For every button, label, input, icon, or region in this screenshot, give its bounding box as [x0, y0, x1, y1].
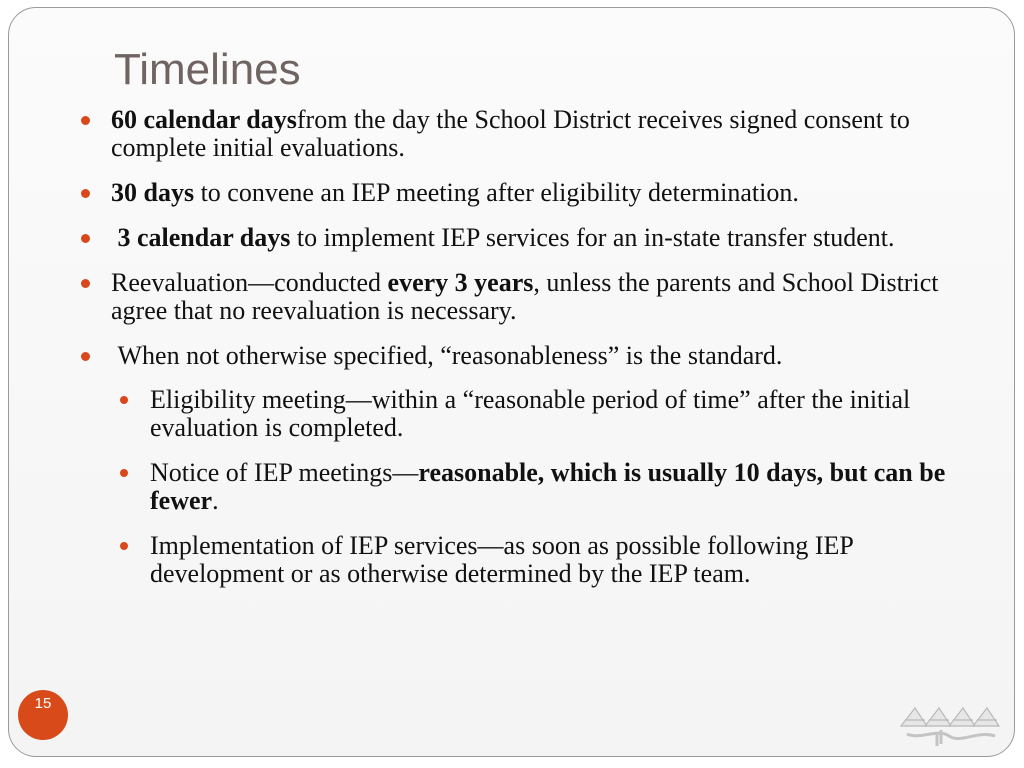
bullet-text: Notice of IEP meetings—: [150, 458, 419, 487]
bullet-item: [79, 106, 959, 162]
organization-logo-icon: [897, 696, 1001, 748]
bullet-text-bold: 3 calendar days: [111, 223, 291, 252]
bullet-text-bold: 60 calendar days: [111, 105, 297, 134]
bullet-text-bold: 30 days: [111, 178, 195, 207]
sub-bullet-item: [117, 459, 959, 515]
bullet-text: Reevaluation—conducted: [111, 268, 388, 297]
sub-bullet-item: [117, 532, 959, 588]
bullet-text: , unless the parents and School District agree that no reevaluation is necessary.: [111, 268, 939, 325]
slide-title: Timelines: [114, 45, 301, 94]
bullet-dot-icon: [81, 189, 90, 198]
bullet-dot-icon: [81, 234, 90, 243]
bullet-item: [79, 342, 959, 370]
bullet-text: to implement IEP services for an in-state transfer student.: [290, 223, 895, 252]
bullet-list: [79, 106, 959, 605]
bullet-text: .: [212, 486, 219, 515]
sub-bullet-item: [117, 386, 959, 442]
bullet-text: Implementation of IEP services—as soon as possible following IEP development or as otherwise determined by the IEP team.: [150, 531, 853, 588]
bullet-text: to convene an IEP meeting after eligibility determination.: [194, 178, 799, 207]
page-number-badge: 15: [18, 690, 68, 740]
bullet-dot-icon: [120, 396, 128, 404]
bullet-dot-icon: [81, 116, 90, 125]
bullet-item: [79, 179, 959, 207]
bullet-text-bold: reasonable, which is usually 10 days, but can be fewer: [150, 458, 946, 515]
bullet-item: [79, 269, 959, 325]
bullet-text: When not otherwise specified, “reasonableness” is the standard.: [111, 341, 783, 370]
bullet-dot-icon: [120, 469, 128, 477]
slide-frame: [8, 7, 1015, 757]
bullet-dot-icon: [120, 542, 128, 550]
bullet-item: [79, 224, 959, 252]
bullet-text-bold: every 3 years: [387, 268, 534, 297]
bullet-dot-icon: [81, 279, 90, 288]
bullet-dot-icon: [81, 352, 90, 361]
bullet-text: Eligibility meeting—within a “reasonable period of time” after the initial evaluation is completed.: [150, 385, 911, 442]
bullet-text: from the day the School District receives signed consent to complete initial evaluations.: [111, 105, 910, 162]
